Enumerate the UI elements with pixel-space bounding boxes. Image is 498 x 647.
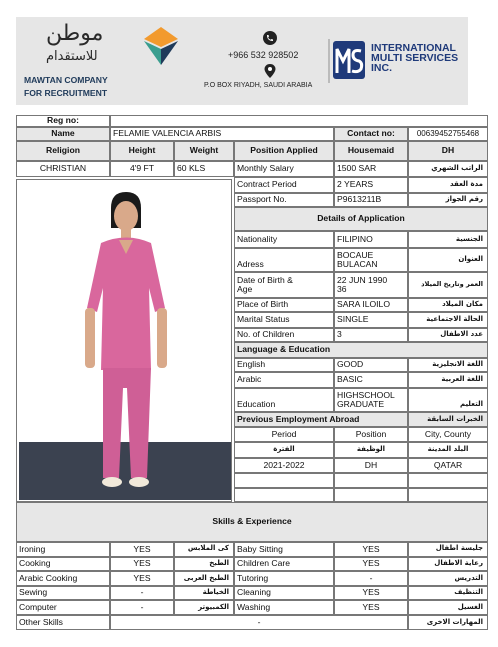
skill-right-label: Washing xyxy=(234,600,334,615)
skill-left-label: Sewing xyxy=(16,586,110,601)
arabic-value: BASIC xyxy=(334,372,408,388)
name-label: Name xyxy=(16,127,110,141)
skill-left-label: Arabic Cooking xyxy=(16,571,110,586)
address-value: BOCAUE BULACAN xyxy=(334,248,408,272)
address-label: Adress xyxy=(234,248,334,272)
education-value: HIGHSCHOOL GRADUATE xyxy=(334,388,408,412)
marital-status-value: SINGLE xyxy=(334,312,408,328)
details-section-title: Details of Application xyxy=(234,207,488,231)
height-value: 4'9 FT xyxy=(110,161,174,177)
period-header: Period xyxy=(234,427,334,442)
nationality-arabic: الجنسية xyxy=(408,231,488,248)
religion-header: Religion xyxy=(16,141,110,161)
skill-left-arabic: الطبخ xyxy=(174,557,234,572)
marital-status-label: Marital Status xyxy=(234,312,334,328)
contact-label: Contact no: xyxy=(334,127,408,141)
skill-right-arabic: الغسيل xyxy=(408,600,488,615)
skill-right-value: - xyxy=(334,571,408,586)
passport-value: P9613211B xyxy=(334,193,408,207)
employment-city-value: QATAR xyxy=(408,458,488,473)
english-label: English xyxy=(234,358,334,372)
ims-logo-icon xyxy=(328,39,368,83)
monthly-salary-arabic: الراتب الشهري xyxy=(408,161,488,177)
skill-right-arabic: رعاية الاطفال xyxy=(408,557,488,572)
company-name-line2: FOR RECRUITMENT xyxy=(24,88,108,98)
company-name-line1: MAWTAN COMPANY xyxy=(24,75,108,85)
employment-empty-row xyxy=(334,473,408,488)
arabic-arabic: اللغة العربية xyxy=(408,372,488,388)
postal-address: P.O BOX RIYADH, SAUDI ARABIA xyxy=(204,82,313,89)
skill-right-value: YES xyxy=(334,557,408,572)
passport-label: Passport No. xyxy=(234,193,334,207)
skill-left-arabic: كى الملابس xyxy=(174,542,234,557)
period-header-arabic: الفترة xyxy=(234,442,334,458)
position-value: Housemaid xyxy=(334,141,408,161)
skill-right-arabic: التدريس xyxy=(408,571,488,586)
employment-empty-row xyxy=(234,473,334,488)
reg-no-value xyxy=(110,115,488,127)
dob-age-label: Date of Birth & Age xyxy=(234,272,334,298)
skill-left-label: Computer xyxy=(16,600,110,615)
skill-left-value: YES xyxy=(110,571,174,586)
contract-period-label: Contract Period xyxy=(234,177,334,193)
skill-left-label: Ironing xyxy=(16,542,110,557)
height-header: Height xyxy=(110,141,174,161)
name-value: FELAMIE VALENCIA ARBIS xyxy=(110,127,334,141)
contact-value: 00639452755468 xyxy=(408,127,488,141)
other-skills-value: - xyxy=(110,615,408,630)
skill-right-label: Cleaning xyxy=(234,586,334,601)
skill-left-value: YES xyxy=(110,557,174,572)
skill-left-label: Cooking xyxy=(16,557,110,572)
skill-left-value: YES xyxy=(110,542,174,557)
phone-icon xyxy=(263,31,277,45)
reg-no-label: Reg no: xyxy=(16,115,110,127)
english-arabic: اللغة الانجليزية xyxy=(408,358,488,372)
contract-period-arabic: مدة العقد xyxy=(408,177,488,193)
address-arabic: العنوان xyxy=(408,248,488,272)
location-pin-icon xyxy=(263,63,277,79)
employment-empty-row xyxy=(334,488,408,502)
position-header: Position xyxy=(334,427,408,442)
skill-left-value: - xyxy=(110,600,174,615)
position-code: DH xyxy=(408,141,488,161)
skills-section-title: Skills & Experience xyxy=(16,502,488,542)
mawtan-diamond-logo-icon xyxy=(138,25,184,67)
skill-right-label: Children Care xyxy=(234,557,334,572)
passport-arabic: رقم الجواز xyxy=(408,193,488,207)
city-country-header: City, County xyxy=(408,427,488,442)
ims-company-name: INTERNATIONAL MULTI SERVICES INC. xyxy=(371,42,459,74)
monthly-salary-value: 1500 SAR xyxy=(334,161,408,177)
nationality-value: FILIPINO xyxy=(334,231,408,248)
other-skills-label: Other Skills xyxy=(16,615,110,630)
skill-right-value: YES xyxy=(334,542,408,557)
position-header-arabic: الوظيفة xyxy=(334,442,408,458)
marital-status-arabic: الحالة الاجتماعية xyxy=(408,312,488,328)
children-label: No. of Children xyxy=(234,328,334,342)
place-of-birth-label: Place of Birth xyxy=(234,298,334,312)
employment-position-value: DH xyxy=(334,458,408,473)
employment-section-title: Previous Employment Abroad xyxy=(234,412,408,427)
children-arabic: عدد الاطفال xyxy=(408,328,488,342)
arabic-label: Arabic xyxy=(234,372,334,388)
mawtan-logo-arabic: موطن xyxy=(46,21,104,46)
letterhead xyxy=(16,17,468,105)
city-country-header-arabic: البلد المدينة xyxy=(408,442,488,458)
position-applied-header: Position Applied xyxy=(234,141,334,161)
monthly-salary-label: Monthly Salary xyxy=(234,161,334,177)
place-of-birth-arabic: مكان الميلاد xyxy=(408,298,488,312)
skill-right-value: YES xyxy=(334,600,408,615)
dob-age-arabic: العمر وتاريخ الميلاد xyxy=(408,272,488,298)
weight-value: 60 KLS xyxy=(174,161,234,177)
applicant-figure-icon xyxy=(71,188,181,498)
skill-left-arabic: الطبخ العربى xyxy=(174,571,234,586)
applicant-photo xyxy=(16,179,232,502)
language-section-title: Language & Education xyxy=(234,342,488,358)
contract-period-value: 2 YEARS xyxy=(334,177,408,193)
employment-empty-row xyxy=(234,488,334,502)
skill-left-arabic: الخياطة xyxy=(174,586,234,601)
skill-right-arabic: جليسة اطفال xyxy=(408,542,488,557)
weight-header: Weight xyxy=(174,141,234,161)
religion-value: CHRISTIAN xyxy=(16,161,110,177)
skill-left-arabic: الكمبيوتر xyxy=(174,600,234,615)
employment-empty-row xyxy=(408,488,488,502)
employment-section-title-arabic: الخبرات السابقة xyxy=(408,412,488,427)
place-of-birth-value: SARA ILOILO xyxy=(334,298,408,312)
mawtan-logo-arabic-sub: للاستقدام xyxy=(46,49,98,64)
employment-period-value: 2021-2022 xyxy=(234,458,334,473)
nationality-label: Nationality xyxy=(234,231,334,248)
employment-empty-row xyxy=(408,473,488,488)
other-skills-arabic: المهارات الاخرى xyxy=(408,615,488,630)
children-value: 3 xyxy=(334,328,408,342)
skill-right-label: Baby Sitting xyxy=(234,542,334,557)
english-value: GOOD xyxy=(334,358,408,372)
education-label: Education xyxy=(234,388,334,412)
skill-right-arabic: التنظيف xyxy=(408,586,488,601)
dob-age-value: 22 JUN 1990 36 xyxy=(334,272,408,298)
education-arabic: التعليم xyxy=(408,388,488,412)
skill-right-value: YES xyxy=(334,586,408,601)
phone-number: +966 532 928502 xyxy=(228,50,299,60)
skill-left-value: - xyxy=(110,586,174,601)
skill-right-label: Tutoring xyxy=(234,571,334,586)
